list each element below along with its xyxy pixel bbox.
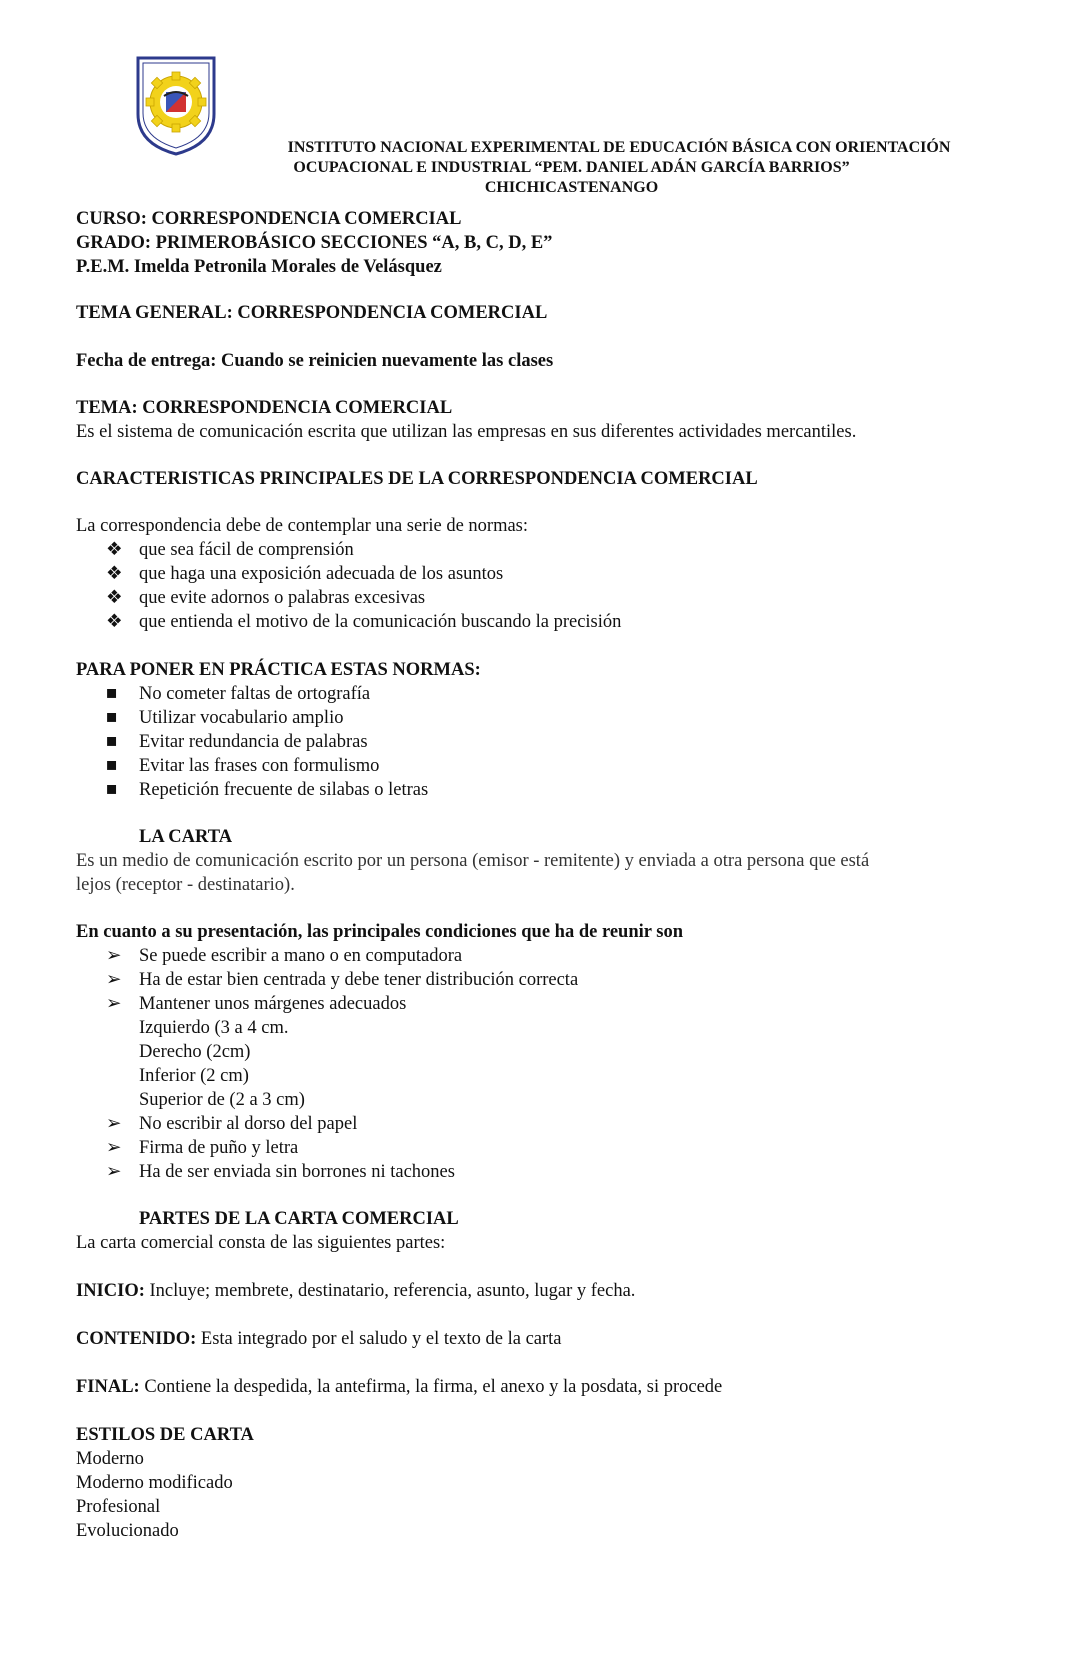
topic-definition: Es el sistema de comunicación escrita que utilizan las empresas en sus diferentes actividades mercantiles. — [76, 422, 857, 442]
institution-name-line2: OCUPACIONAL E INDUSTRIAL “PEM. DANIEL ADÁN GARCÍA BARRIOS” — [293, 159, 850, 176]
list-item: ■ No cometer faltas de ortografía — [106, 684, 371, 704]
list-item: ❖ que evite adornos o palabras excesivas — [106, 588, 426, 608]
list-item: ➢ Firma de puño y letra — [106, 1138, 299, 1158]
diamond-bullet-icon: ❖ — [106, 612, 123, 632]
list-item: ■ Utilizar vocabulario amplio — [106, 708, 344, 728]
parts-title: PARTES DE LA CARTA COMERCIAL — [139, 1209, 459, 1229]
grade-info: GRADO: PRIMEROBÁSICO SECCIONES “A, B, C, D, E” — [76, 233, 553, 253]
square-bullet-icon: ■ — [106, 756, 118, 776]
institution-header — [0, 138, 1088, 198]
part-final: FINAL: Contiene la despedida, la antefirma, la firma, el anexo y la posdata, si procede — [76, 1377, 723, 1397]
square-bullet-icon: ■ — [106, 780, 118, 800]
arrow-bullet-icon: ➢ — [106, 1114, 122, 1134]
list-item: ➢ Se puede escribir a mano o en computadora — [106, 946, 463, 966]
list-item: ■ Evitar redundancia de palabras — [106, 732, 368, 752]
margin-bottom: Inferior (2 cm) — [139, 1066, 249, 1086]
general-topic: TEMA GENERAL: CORRESPONDENCIA COMERCIAL — [76, 303, 548, 323]
arrow-bullet-icon: ➢ — [106, 994, 122, 1014]
arrow-bullet-icon: ➢ — [106, 1138, 122, 1158]
parts-intro: La carta comercial consta de las siguientes partes: — [76, 1233, 446, 1253]
teacher-name: P.E.M. Imelda Petronila Morales de Velásquez — [76, 257, 442, 277]
style-item: Moderno modificado — [76, 1473, 233, 1493]
list-item: ■ Repetición frecuente de silabas o letras — [106, 780, 429, 800]
style-item: Evolucionado — [76, 1521, 179, 1541]
course-name: CURSO: CORRESPONDENCIA COMERCIAL — [76, 209, 462, 229]
part-inicio: INICIO: Incluye; membrete, destinatario, referencia, asunto, lugar y fecha. — [76, 1281, 636, 1301]
norms-title: PARA PONER EN PRÁCTICA ESTAS NORMAS: — [76, 660, 481, 680]
institution-name-line1: INSTITUTO NACIONAL EXPERIMENTAL DE EDUCACIÓN BÁSICA CON ORIENTACIÓN — [287, 139, 951, 156]
styles-title: ESTILOS DE CARTA — [76, 1425, 254, 1445]
diamond-bullet-icon: ❖ — [106, 564, 123, 584]
square-bullet-icon: ■ — [106, 732, 118, 752]
square-bullet-icon: ■ — [106, 708, 118, 728]
presentation-title: En cuanto a su presentación, las principales condiciones que ha de reunir son — [76, 922, 684, 942]
institution-city: CHICHICASTENANGO — [484, 179, 659, 196]
part-contenido: CONTENIDO: Esta integrado por el saludo y el texto de la carta — [76, 1329, 562, 1349]
letter-definition-line2: lejos (receptor - destinatario). — [76, 875, 295, 895]
due-date: Fecha de entrega: Cuando se reinicien nuevamente las clases — [76, 351, 554, 371]
arrow-bullet-icon: ➢ — [106, 946, 122, 966]
list-item: ❖ que haga una exposición adecuada de los asuntos — [106, 564, 504, 584]
list-item: ❖ que entienda el motivo de la comunicación buscando la precisión — [106, 612, 622, 632]
arrow-bullet-icon: ➢ — [106, 970, 122, 990]
style-item: Moderno — [76, 1449, 144, 1469]
margin-top: Superior de (2 a 3 cm) — [139, 1090, 305, 1110]
diamond-bullet-icon: ❖ — [106, 588, 123, 608]
arrow-bullet-icon: ➢ — [106, 1162, 122, 1182]
characteristics-intro: La correspondencia debe de contemplar una serie de normas: — [76, 516, 529, 536]
margin-left: Izquierdo (3 a 4 cm. — [139, 1018, 289, 1038]
letter-definition-line1: Es un medio de comunicación escrito por un persona (emisor - remitente) y enviada a otra persona que está — [76, 851, 870, 871]
list-item: ❖ que sea fácil de comprensión — [106, 540, 354, 560]
list-item: ➢ No escribir al dorso del papel — [106, 1114, 358, 1134]
letter-title: LA CARTA — [139, 827, 233, 847]
diamond-bullet-icon: ❖ — [106, 540, 123, 560]
characteristics-title: CARACTERISTICAS PRINCIPALES DE LA CORRESPONDENCIA COMERCIAL — [76, 469, 758, 489]
list-item: ■ Evitar las frases con formulismo — [106, 756, 380, 776]
style-item: Profesional — [76, 1497, 161, 1517]
list-item: ➢ Ha de estar bien centrada y debe tener distribución correcta — [106, 970, 579, 990]
list-item: ➢ Ha de ser enviada sin borrones ni tachones — [106, 1162, 455, 1182]
margin-right: Derecho (2cm) — [139, 1042, 251, 1062]
topic-title: TEMA: CORRESPONDENCIA COMERCIAL — [76, 398, 453, 418]
square-bullet-icon: ■ — [106, 684, 118, 704]
list-item: ➢ Mantener unos márgenes adecuados — [106, 994, 407, 1014]
